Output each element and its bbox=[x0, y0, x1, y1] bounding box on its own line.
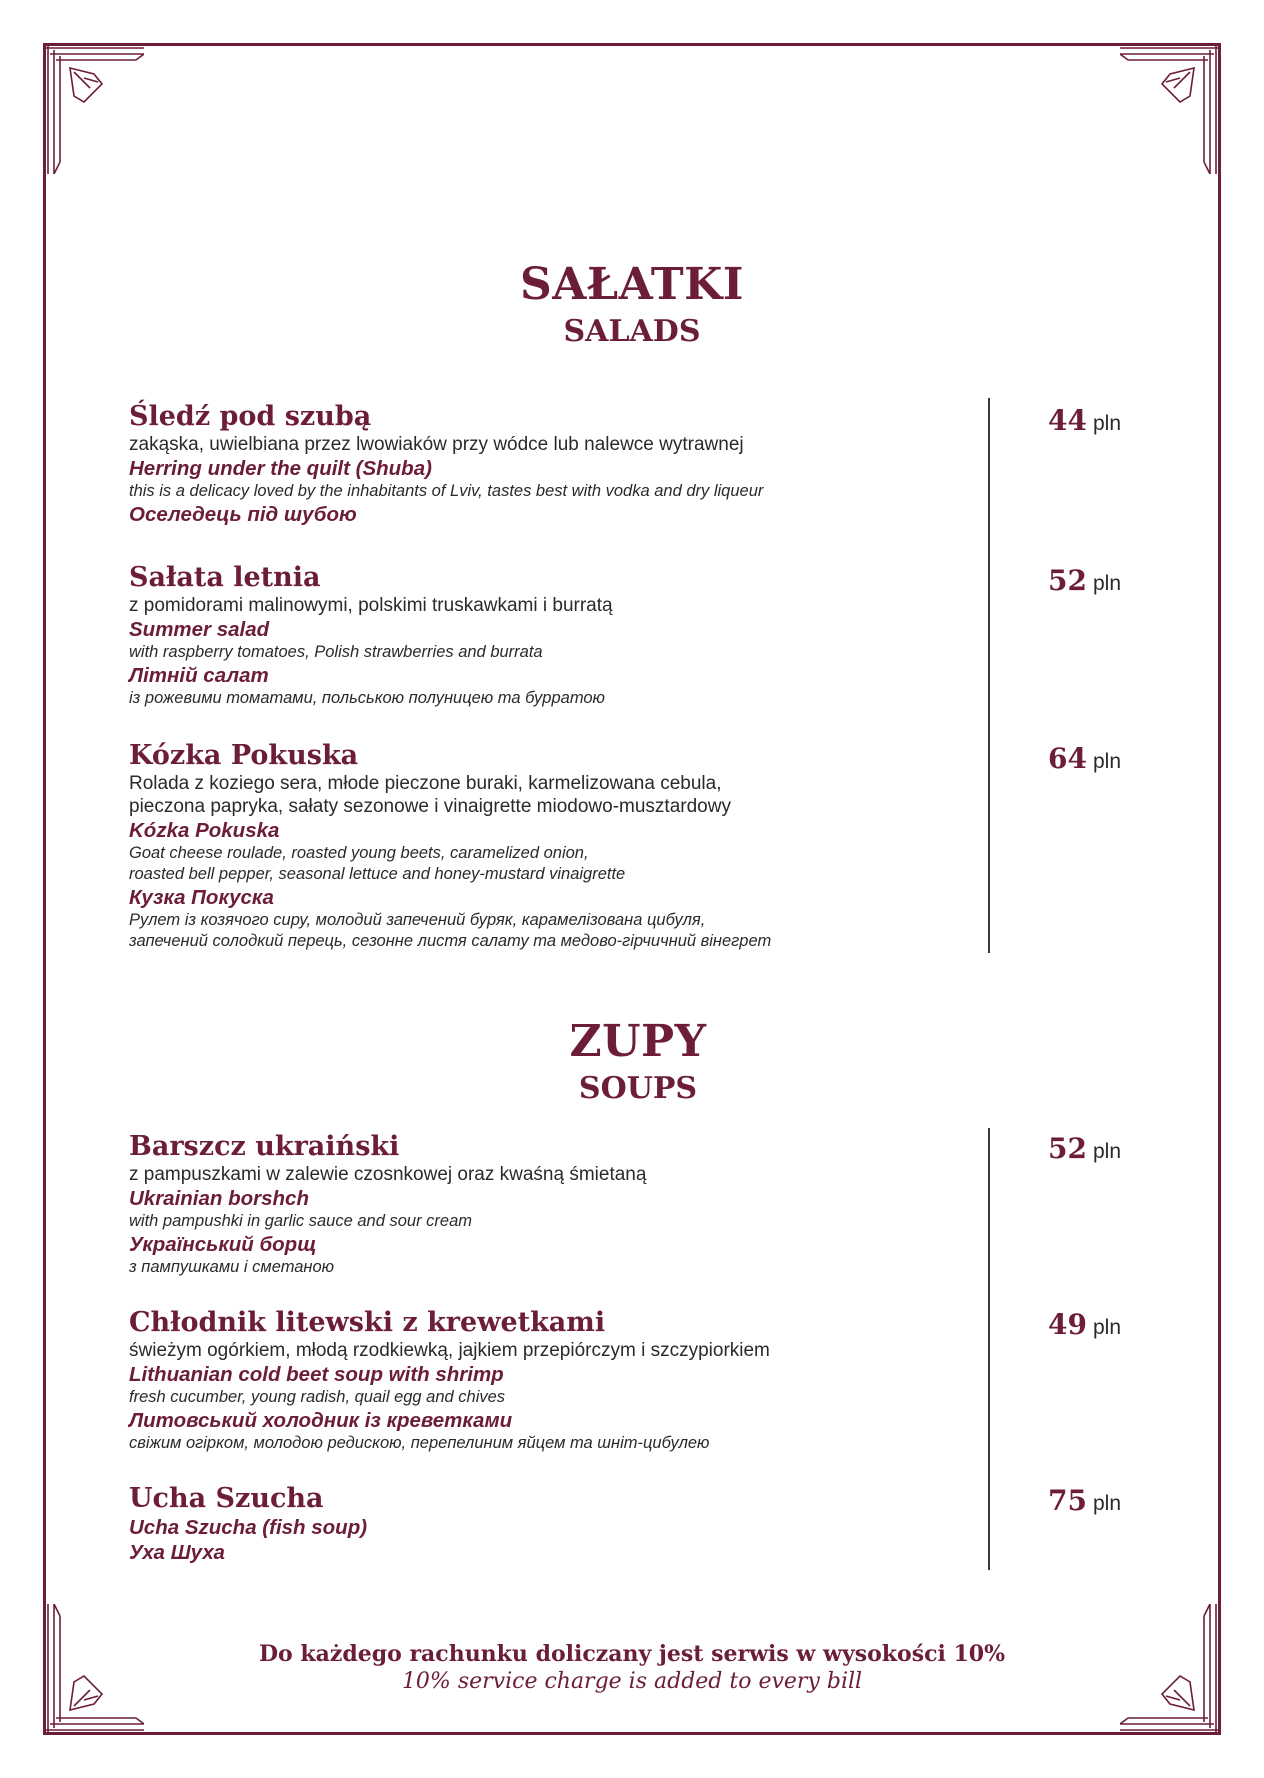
item-name: Sałata letnia bbox=[129, 562, 321, 593]
menu-item bbox=[129, 562, 979, 709]
price-currency: pln bbox=[1092, 412, 1121, 435]
soups-heading bbox=[438, 1015, 838, 1109]
price-currency: pln bbox=[1092, 1140, 1121, 1163]
item-en-desc: roasted bell pepper, seasonal lettuce and honey-mustard vinaigrette bbox=[129, 865, 626, 883]
price-value: 52 bbox=[1048, 1132, 1087, 1165]
item-en-name: Herring under the quilt (Shuba) bbox=[129, 457, 432, 480]
item-ua-name: Уха Шуха bbox=[129, 1541, 225, 1564]
item-en-desc: fresh cucumber, young radish, quail egg and chives bbox=[129, 1388, 506, 1406]
item-ua-name: Кузка Покуска bbox=[129, 886, 274, 909]
price-currency: pln bbox=[1092, 572, 1121, 595]
item-ua-name: Український борщ bbox=[129, 1233, 317, 1256]
item-desc: zakąska, uwielbiana przez lwowiaków przy wódce lub nalewce wytrawnej bbox=[129, 434, 744, 455]
item-en-desc: with pampushki in garlic sauce and sour cream bbox=[129, 1212, 472, 1230]
item-desc: świeżym ogórkiem, młodą rzodkiewką, jajkiem przepiórczym i szczypiorkiem bbox=[129, 1340, 770, 1361]
item-ua-name: Литовський холодник із креветками bbox=[129, 1409, 513, 1432]
price-value: 52 bbox=[1048, 564, 1087, 597]
price-currency: pln bbox=[1092, 1492, 1121, 1515]
soups-divider bbox=[988, 1128, 990, 1570]
salads-title-en: SALADS bbox=[563, 314, 701, 349]
item-price bbox=[1048, 564, 1188, 597]
item-ua-desc: свіжим огірком, молодою редискою, перепелиним яйцем та шніт-цибулею bbox=[129, 1434, 710, 1452]
price-currency: pln bbox=[1092, 1316, 1121, 1339]
price-value: 44 bbox=[1048, 404, 1087, 437]
soups-title-en: SOUPS bbox=[578, 1071, 698, 1106]
menu-item bbox=[129, 1483, 979, 1565]
soups-title-pl: ZUPY bbox=[569, 1016, 707, 1067]
item-name: Śledź pod szubą bbox=[129, 401, 372, 432]
salads-heading bbox=[432, 258, 832, 352]
item-name: Kózka Pokuska bbox=[129, 740, 359, 771]
item-ua-desc: Рулет із козячого сиру, молодий запечений буряк, карамелізована цибуля, bbox=[129, 911, 706, 929]
item-en-name: Kózka Pokuska bbox=[129, 819, 280, 842]
item-ua-desc: із рожевими томатами, польською полуницею та бурратою bbox=[129, 689, 605, 707]
item-desc: pieczona papryka, sałaty sezonowe i vinaigrette miodowo-musztardowy bbox=[129, 796, 731, 817]
item-en-name: Ukrainian borshch bbox=[129, 1187, 309, 1210]
ornamental-corner-icon bbox=[1120, 44, 1220, 174]
item-ua-desc: з пампушками і сметаною bbox=[129, 1258, 335, 1276]
service-charge-en: 10% service charge is added to every bill bbox=[401, 1669, 863, 1694]
menu-item bbox=[129, 401, 979, 527]
price-value: 75 bbox=[1048, 1484, 1087, 1517]
price-currency: pln bbox=[1092, 750, 1121, 773]
item-price bbox=[1048, 404, 1188, 437]
ornamental-corner-icon bbox=[44, 1604, 144, 1734]
menu-item bbox=[129, 1131, 979, 1278]
item-ua-name: Оселедець під шубою bbox=[129, 503, 357, 526]
item-price bbox=[1048, 1484, 1188, 1517]
item-name: Chłodnik litewski z krewetkami bbox=[129, 1307, 606, 1338]
price-value: 49 bbox=[1048, 1308, 1087, 1341]
item-name: Ucha Szucha bbox=[129, 1483, 324, 1514]
item-en-name: Lithuanian cold beet soup with shrimp bbox=[129, 1363, 504, 1386]
salads-title-pl: SAŁATKI bbox=[520, 259, 744, 310]
salads-divider bbox=[988, 398, 990, 953]
item-en-desc: Goat cheese roulade, roasted young beets, caramelized onion, bbox=[129, 844, 589, 862]
price-value: 64 bbox=[1048, 742, 1087, 775]
menu-item bbox=[129, 1307, 979, 1454]
service-charge-note bbox=[160, 1640, 1104, 1696]
ornamental-corner-icon bbox=[1120, 1604, 1220, 1734]
item-price bbox=[1048, 1132, 1188, 1165]
menu-item bbox=[129, 740, 979, 952]
item-desc: z pampuszkami w zalewie czosnkowej oraz kwaśną śmietaną bbox=[129, 1164, 647, 1185]
item-en-name: Summer salad bbox=[129, 618, 270, 641]
ornamental-corner-icon bbox=[44, 44, 144, 174]
item-en-desc: this is a delicacy loved by the inhabitants of Lviv, tastes best with vodka and dry liqueur bbox=[129, 482, 764, 500]
item-en-name: Ucha Szucha (fish soup) bbox=[129, 1516, 368, 1539]
item-price bbox=[1048, 1308, 1188, 1341]
item-ua-name: Літній салат bbox=[129, 664, 269, 687]
item-desc: z pomidorami malinowymi, polskimi truskawkami i burratą bbox=[129, 595, 613, 616]
item-name: Barszcz ukraiński bbox=[129, 1131, 400, 1162]
service-charge-pl: Do każdego rachunku doliczany jest serwis w wysokości 10% bbox=[258, 1641, 1006, 1667]
item-en-desc: with raspberry tomatoes, Polish strawberries and burrata bbox=[129, 643, 543, 661]
item-price bbox=[1048, 742, 1188, 775]
item-desc: Rolada z koziego sera, młode pieczone buraki, karmelizowana cebula, bbox=[129, 773, 722, 794]
item-ua-desc: запечений солодкий перець, сезонне листя салату та медово-гірчичний вінегрет bbox=[129, 932, 772, 950]
